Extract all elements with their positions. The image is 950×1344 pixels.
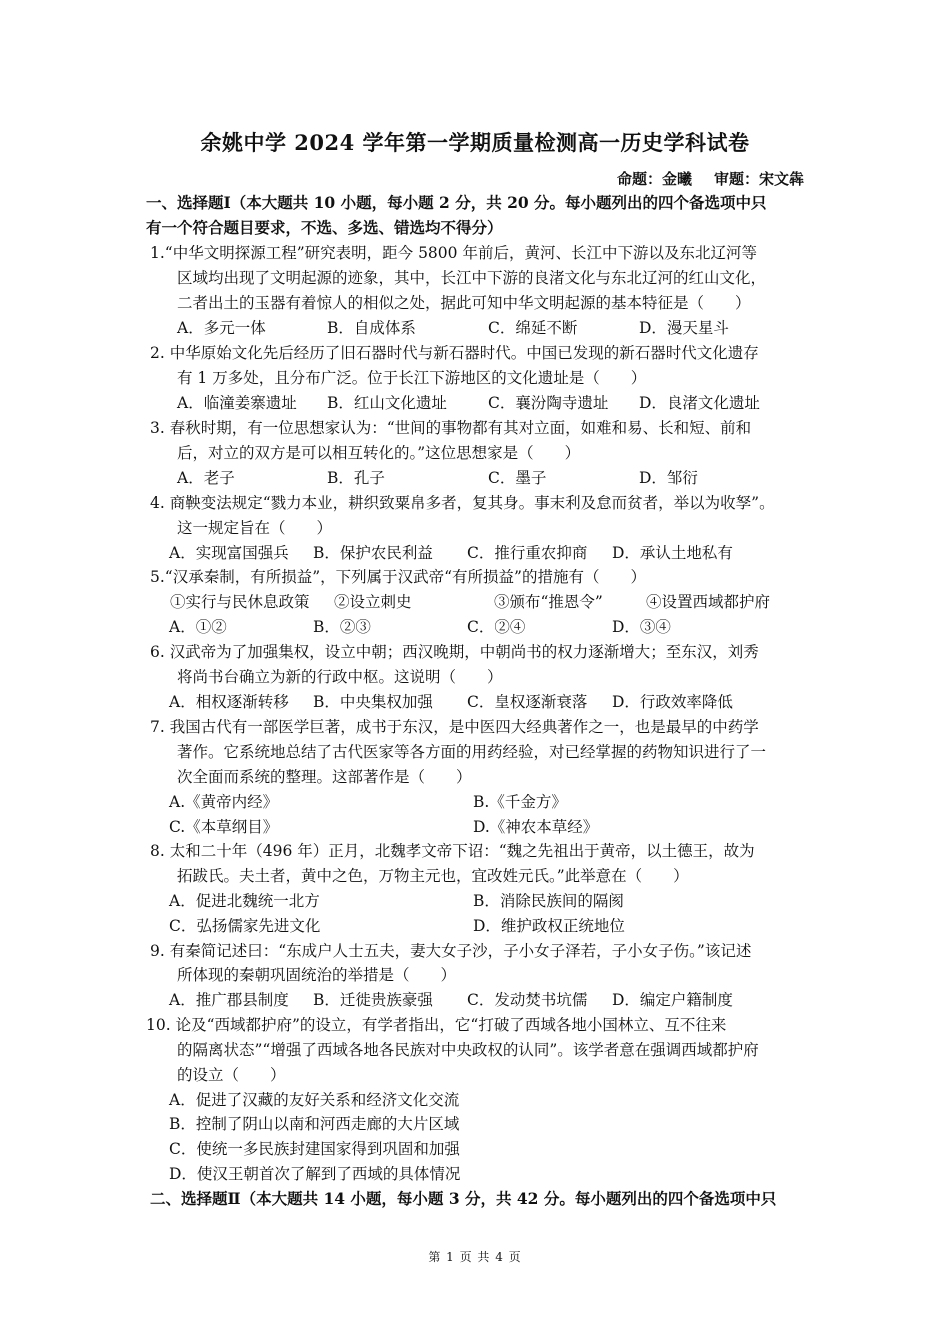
page-title: 余姚中学 2024 学年第一学期质量检测高一历史学科试卷 <box>200 130 750 155</box>
q6-option-b: B．中央集权加强 <box>313 693 433 711</box>
q10-line-3: 的设立（ ） <box>177 1066 286 1084</box>
q6-option-d: D．行政效率降低 <box>612 693 733 711</box>
q1-option-a: A．多元一体 <box>177 319 266 337</box>
q3-option-d: D．邹衍 <box>639 469 698 487</box>
q9-option-c: C．发动焚书坑儒 <box>467 991 588 1009</box>
q8-option-a: A．促进北魏统一北方 <box>169 892 320 910</box>
q6-option-a: A．相权逐渐转移 <box>169 693 289 711</box>
section-1-heading-line-2: 有一个符合题目要求，不选、多选、错选均不得分） <box>146 218 503 237</box>
q8-option-c: C．弘扬儒家先进文化 <box>169 917 321 935</box>
q7-option-d: D.《神农本草经》 <box>473 818 599 836</box>
q10-line-1: 10. 论及“西域都护府”的设立，有学者指出，它“打破了西域各地小国林立、互不往来 <box>146 1016 727 1034</box>
q8-option-b: B．消除民族间的隔阂 <box>473 892 624 910</box>
q1-option-c: C．绵延不断 <box>488 319 578 337</box>
q9-option-d: D．编定户籍制度 <box>612 991 733 1009</box>
q5-statement-3: ③颁布“推恩令” <box>494 593 603 611</box>
q4-option-d: D．承认土地私有 <box>612 544 733 562</box>
q8-line-2: 拓跋氏。夫土者，黄中之色，万物主元也，宜改姓元氏。”此举意在（ ） <box>177 867 689 885</box>
q9-line-1: 9. 有秦简记述曰：“东成户人士五夫，妻大女子沙，子小女子泽若，子小女子伤。”该记述 <box>150 942 752 960</box>
q1-option-b: B．自成体系 <box>327 319 416 337</box>
q7-option-c: C.《本草纲目》 <box>169 818 279 836</box>
q1-option-d: D．漫天星斗 <box>639 319 729 337</box>
q5-statement-4: ④设置西域都护府 <box>646 593 771 611</box>
q6-option-c: C．皇权逐渐衰落 <box>467 693 588 711</box>
q10-option-d: D．使汉王朝首次了解到了西域的具体情况 <box>169 1165 461 1183</box>
q4-option-a: A．实现富国强兵 <box>169 544 289 562</box>
q5-statement-1: ①实行与民休息政策 <box>170 593 310 611</box>
q2-option-d: D．良渚文化遗址 <box>639 394 760 412</box>
q7-line-2: 著作。它系统地总结了古代医家等各方面的用药经验，对已经掌握的药物知识进行了一 <box>177 743 767 761</box>
q10-option-c: C．使统一多民族封建国家得到巩固和加强 <box>169 1140 460 1158</box>
section-1-heading <box>146 190 814 240</box>
q2-option-b: B．红山文化遗址 <box>327 394 447 412</box>
q3-option-b: B．孔子 <box>327 469 385 487</box>
q6-line-2: 将尚书台确立为新的行政中枢。这说明（ ） <box>177 668 503 686</box>
section-1-heading-line-1: 一、选择题Ⅰ（本大题共 10 小题，每小题 2 分，共 20 分。每小题列出的四个备选项中只 <box>146 193 767 212</box>
q5-option-a: A．①② <box>169 618 227 636</box>
q9-option-b: B．迁徙贵族豪强 <box>313 991 433 1009</box>
q10-line-2: 的隔离状态”“增强了西域各地各民族对中央政权的认同”。该学者意在强调西域都护府 <box>177 1041 759 1059</box>
q6-line-1: 6. 汉武帝为了加强集权，设立中朝；西汉晚期，中朝尚书的权力逐渐增大；至东汉，刘秀 <box>150 643 759 661</box>
q1-line-1: 1.“中华文明探源工程”研究表明，距今 5800 年前后，黄河、长江中下游以及东北辽河等 <box>150 244 757 262</box>
q7-line-3: 次全面而系统的整理。这部著作是（ ） <box>177 768 472 786</box>
q5-line-1: 5.“汉承秦制，有所损益”，下列属于汉武帝“有所损益”的措施有（ ） <box>150 568 646 586</box>
q7-line-1: 7. 我国古代有一部医学巨著，成书于东汉，是中医四大经典著作之一，也是最早的中药学 <box>150 718 759 736</box>
author-line <box>611 168 804 189</box>
q1-line-3: 二者出土的玉器有着惊人的相似之处，据此可知中华文明起源的基本特征是（ ） <box>177 294 751 312</box>
q5-statement-2: ②设立刺史 <box>334 593 412 611</box>
q10-option-a: A．促进了汉藏的友好关系和经济文化交流 <box>169 1091 460 1109</box>
section-2-heading-line-1: 二、选择题Ⅱ（本大题共 14 小题，每小题 3 分，共 42 分。每小题列出的四个备选项中只 <box>150 1189 777 1208</box>
q8-line-1: 8. 太和二十年（496 年）正月，北魏孝文帝下诏：“魏之先祖出于黄帝，以土德王，故为 <box>150 842 755 860</box>
q9-option-a: A．推广郡县制度 <box>169 991 289 1009</box>
q4-line-2: 这一规定旨在（ ） <box>177 519 333 537</box>
reviewer-label: 审题：宋文犇 <box>713 170 804 188</box>
q4-option-c: C．推行重农抑商 <box>467 544 588 562</box>
q3-option-a: A．老子 <box>177 469 235 487</box>
q8-option-d: D．维护政权正统地位 <box>473 917 625 935</box>
q2-option-c: C．襄汾陶寺遗址 <box>488 394 609 412</box>
q5-option-c: C．②④ <box>467 618 526 636</box>
q3-line-1: 3. 春秋时期，有一位思想家认为：“世间的事物都有其对立面，如难和易、长和短、前和 <box>150 419 752 437</box>
q9-line-2: 所体现的秦朝巩固统治的举措是（ ） <box>177 966 457 984</box>
q7-option-a: A.《黄帝内经》 <box>169 793 279 811</box>
q3-line-2: 后，对立的双方是可以相互转化的。”这位思想家是（ ） <box>177 444 581 462</box>
q3-option-c: C．墨子 <box>488 469 547 487</box>
q7-option-b: B.《千金方》 <box>473 793 567 811</box>
q5-option-b: B．②③ <box>313 618 371 636</box>
q2-line-1: 2. 中华原始文化先后经历了旧石器时代与新石器时代。中国已发现的新石器时代文化遗存 <box>150 344 759 362</box>
q4-option-b: B．保护农民利益 <box>313 544 433 562</box>
proposer-label: 命题：金曦 <box>616 170 692 188</box>
q10-option-b: B．控制了阴山以南和河西走廊的大片区域 <box>169 1115 460 1133</box>
q4-line-1: 4. 商鞅变法规定“戮力本业，耕织致粟帛多者，复其身。事末利及怠而贫者，举以为收孥”。 <box>150 494 775 512</box>
q5-option-d: D．③④ <box>612 618 671 636</box>
page-number: 第 1 页 共 4 页 <box>428 1250 522 1264</box>
q1-line-2: 区域均出现了文明起源的迹象，其中，长江中下游的良渚文化与东北辽河的红山文化， <box>177 269 767 287</box>
section-2-heading <box>150 1186 818 1211</box>
q2-line-2: 有 1 万多处，且分布广泛。位于长江下游地区的文化遗址是（ ） <box>177 369 647 387</box>
q2-option-a: A．临潼姜寨遗址 <box>177 394 297 412</box>
